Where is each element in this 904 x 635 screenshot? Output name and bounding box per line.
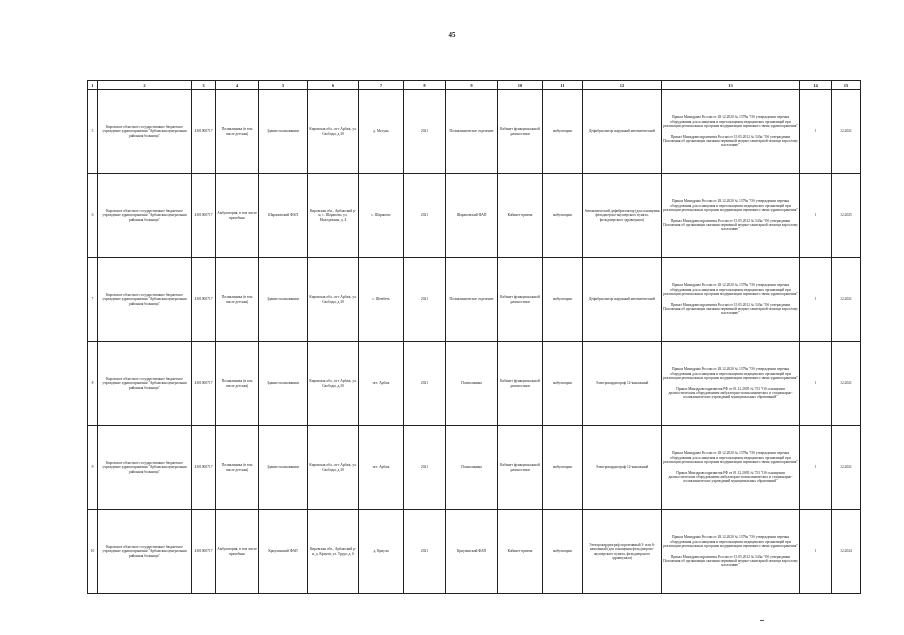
building-cell: Шараповский ФАП <box>259 174 308 258</box>
year-cell: 2021 <box>404 426 446 510</box>
locality-cell: д. Криули <box>359 510 404 594</box>
locality-cell: пгт. Арбаж <box>359 426 404 510</box>
column-header: 15 <box>832 81 861 90</box>
room-cell: Кабинет функциональной диагностики <box>498 426 543 510</box>
building-cell: Здание поликлиники <box>259 258 308 342</box>
unit-cell: Поликлиника (в том числе детская) <box>216 426 259 510</box>
address-cell: Кировская обл., Арбажский р-н, с. Шарапово, ул. Молодежная, д. 4 <box>308 174 359 258</box>
code-cell: 4301000717 <box>192 510 216 594</box>
column-header: 8 <box>404 81 446 90</box>
unit-cell: Амбулатория, в том числе врачебная <box>216 174 259 258</box>
row-number-cell: 6 <box>88 174 98 258</box>
column-header: 11 <box>543 81 583 90</box>
unit-cell: Амбулатория, в том числе врачебная <box>216 510 259 594</box>
quantity-cell: 1 <box>800 90 832 174</box>
legal-basis-cell <box>662 342 800 426</box>
column-header: 13 <box>662 81 800 90</box>
address-cell: Кировская обл., пгт Арбаж, ул. Свободы, д.30 <box>308 426 359 510</box>
legal-basis-cell <box>662 258 800 342</box>
legal-basis-secondary: Приказ Минздравсоцразвития РФ от 01.12.2005 № 753 "Об оснащении диагностическим оборудованием амбулаторно-поликлинических и стационарно-поликлинических учреждений муниципальных образований" <box>668 470 793 484</box>
subdivision-cell: Поликлиника <box>446 342 498 426</box>
locality-cell: с. Шембеть <box>359 258 404 342</box>
subdivision-cell: Поликлиника <box>446 426 498 510</box>
column-header: 9 <box>446 81 498 90</box>
legal-basis-cell <box>662 426 800 510</box>
unit-cell: Поликлиника (в том числе детская) <box>216 342 259 426</box>
organization-cell: Кировское областное государственное бюджетное учреждение здравоохранения "Арбажская центральная районная больница" <box>98 258 192 342</box>
organization-cell: Кировское областное государственное бюджетное учреждение здравоохранения "Арбажская центральная районная больница" <box>98 510 192 594</box>
care-type-cell: амбулаторно <box>543 258 583 342</box>
care-type-cell: амбулаторно <box>543 426 583 510</box>
address-cell: Кировская обл., Арбажский р-н, д. Криули, ул. Труда, д. 6 <box>308 510 359 594</box>
care-type-cell: амбулаторно <box>543 342 583 426</box>
care-type-cell: амбулаторно <box>543 90 583 174</box>
code-cell: 4301000717 <box>192 174 216 258</box>
legal-basis-primary: Приказ Минздрава России от 28.12.2020 № 1379н "Об утверждении перечня оборудования для оснащения и переоснащения медицинских организаций при реализации региональных программ модернизации первичного звена здравоохранения" <box>663 367 798 381</box>
equipment-cell: Автоматический дефибриллятор (для оснащения фельдшерско-акушерского пункта, фельдшерского здравпункта) <box>583 174 662 258</box>
year-cell: 2021 <box>404 342 446 426</box>
code-cell: 4301000717 <box>192 342 216 426</box>
equipment-cell: Электрокардиограф портативный 3- или 6-канальный (для оснащения фельдшерско-акушерского пункта, фельдшерского здравпункта) <box>583 510 662 594</box>
year-cell: 2021 <box>404 174 446 258</box>
legal-basis-primary: Приказ Минздрава России от 28.12.2020 № 1379н "Об утверждении перечня оборудования для оснащения и переоснащения медицинских организаций при реализации региональных программ модернизации первичного звена здравоохранения" <box>663 283 798 297</box>
legal-basis-secondary: Приказ Минздравсоцразвития России от 15.05.2012 № 543н "Об утверждении Положения об организации оказания первичной медико-санитарной помощи взрослому населению" <box>663 302 798 316</box>
subdivision-cell: Криулинский ФАП <box>446 510 498 594</box>
building-cell: Криулинский ФАП <box>259 510 308 594</box>
subdivision-cell: Шараповский ФАП <box>446 174 498 258</box>
code-cell: 4301000717 <box>192 90 216 174</box>
year-cell: 2021 <box>404 258 446 342</box>
column-header: 2 <box>98 81 192 90</box>
column-header: 4 <box>216 81 259 90</box>
row-number-cell: 10 <box>88 510 98 594</box>
table-row <box>88 174 861 258</box>
organization-cell: Кировское областное государственное бюджетное учреждение здравоохранения "Арбажская центральная районная больница" <box>98 174 192 258</box>
legal-basis-primary: Приказ Минздрава России от 28.12.2020 № 1379н "Об утверждении перечня оборудования для оснащения и переоснащения медицинских организаций при реализации региональных программ модернизации первичного звена здравоохранения" <box>663 115 798 129</box>
date-cell: 12.2021 <box>832 90 861 174</box>
header-row <box>88 81 861 90</box>
equipment-cell: Дефибриллятор наружный автоматический <box>583 90 662 174</box>
legal-basis-secondary: Приказ Минздравсоцразвития России от 15.05.2012 № 543н "Об утверждении Положения об организации оказания первичной медико-санитарной помощи взрослому населению" <box>663 134 798 148</box>
column-header: 3 <box>192 81 216 90</box>
row-number-cell: 5 <box>88 90 98 174</box>
column-header: 7 <box>359 81 404 90</box>
room-cell: Кабинет приема <box>498 174 543 258</box>
equipment-cell: Дефибриллятор наружный автоматический <box>583 258 662 342</box>
unit-cell: Поликлиника (в том числе детская) <box>216 90 259 174</box>
equipment-table <box>87 80 861 594</box>
locality-cell: пгт. Арбаж <box>359 342 404 426</box>
year-cell: 2021 <box>404 510 446 594</box>
equipment-cell: Электрокардиограф 12-канальный <box>583 426 662 510</box>
column-header: 10 <box>498 81 543 90</box>
quantity-cell: 1 <box>800 174 832 258</box>
scan-mark <box>760 620 764 621</box>
quantity-cell: 1 <box>800 342 832 426</box>
page-number: 45 <box>448 31 456 39</box>
care-type-cell: амбулаторно <box>543 174 583 258</box>
quantity-cell: 1 <box>800 258 832 342</box>
table-row <box>88 342 861 426</box>
care-type-cell: амбулаторно <box>543 510 583 594</box>
column-header: 14 <box>800 81 832 90</box>
code-cell: 4301000717 <box>192 258 216 342</box>
quantity-cell: 1 <box>800 510 832 594</box>
organization-cell: Кировское областное государственное бюджетное учреждение здравоохранения "Арбажская центральная районная больница" <box>98 342 192 426</box>
room-cell: Кабинет приема <box>498 510 543 594</box>
table-row <box>88 90 861 174</box>
room-cell: Кабинет функциональной диагностики <box>498 90 543 174</box>
room-cell: Кабинет функциональной диагностики <box>498 258 543 342</box>
row-number-cell: 8 <box>88 342 98 426</box>
column-header: 1 <box>88 81 98 90</box>
legal-basis-secondary: Приказ Минздравсоцразвития России от 15.05.2012 № 543н "Об утверждении Положения об организации оказания первичной медико-санитарной помощи взрослому населению" <box>663 554 798 568</box>
legal-basis-secondary: Приказ Минздравсоцразвития РФ от 01.12.2005 № 753 "Об оснащении диагностическим оборудованием амбулаторно-поликлинических и стационарно-поликлинических учреждений муниципальных образований" <box>668 386 793 400</box>
equipment-cell: Электрокардиограф 12-канальный <box>583 342 662 426</box>
column-header: 5 <box>259 81 308 90</box>
legal-basis-secondary: Приказ Минздравсоцразвития России от 15.05.2012 № 543н "Об утверждении Положения об организации оказания первичной медико-санитарной помощи взрослому населению" <box>663 218 798 232</box>
subdivision-cell: Поликлиническое отделение <box>446 258 498 342</box>
address-cell: Кировская обл., пгт Арбаж, ул. Свободы, д.30 <box>308 258 359 342</box>
legal-basis-cell <box>662 510 800 594</box>
locality-cell: с. Шарапово <box>359 174 404 258</box>
code-cell: 4301000717 <box>192 426 216 510</box>
address-cell: Кировская обл., пгт Арбаж, ул. Свободы, д.30 <box>308 342 359 426</box>
table-row <box>88 258 861 342</box>
unit-cell: Поликлиника (в том числе детская) <box>216 258 259 342</box>
column-header: 6 <box>308 81 359 90</box>
quantity-cell: 1 <box>800 426 832 510</box>
subdivision-cell: Поликлиническое отделение <box>446 90 498 174</box>
column-header: 12 <box>583 81 662 90</box>
legal-basis-cell <box>662 174 800 258</box>
address-cell: Кировская обл., пгт Арбаж, ул. Свободы, д.30 <box>308 90 359 174</box>
row-number-cell: 7 <box>88 258 98 342</box>
row-number-cell: 9 <box>88 426 98 510</box>
year-cell: 2021 <box>404 90 446 174</box>
table-row <box>88 426 861 510</box>
date-cell: 12.2021 <box>832 426 861 510</box>
date-cell: 12.2021 <box>832 342 861 426</box>
locality-cell: д. Мосунь <box>359 90 404 174</box>
legal-basis-primary: Приказ Минздрава России от 28.12.2020 № 1379н "Об утверждении перечня оборудования для оснащения и переоснащения медицинских организаций при реализации региональных программ модернизации первичного звена здравоохранения" <box>663 535 798 549</box>
building-cell: Здание поликлиники <box>259 426 308 510</box>
legal-basis-cell <box>662 90 800 174</box>
building-cell: Здание поликлиники <box>259 90 308 174</box>
legal-basis-primary: Приказ Минздрава России от 28.12.2020 № 1379н "Об утверждении перечня оборудования для оснащения и переоснащения медицинских организаций при реализации региональных программ модернизации первичного звена здравоохранения" <box>663 451 798 465</box>
room-cell: Кабинет функциональной диагностики <box>498 342 543 426</box>
date-cell: 12.2024 <box>832 510 861 594</box>
building-cell: Здание поликлиники <box>259 342 308 426</box>
date-cell: 12.2021 <box>832 258 861 342</box>
date-cell: 12.2025 <box>832 174 861 258</box>
legal-basis-primary: Приказ Минздрава России от 28.12.2020 № 1379н "Об утверждении перечня оборудования для оснащения и переоснащения медицинских организаций при реализации региональных программ модернизации первичного звена здравоохранения" <box>663 199 798 213</box>
organization-cell: Кировское областное государственное бюджетное учреждение здравоохранения "Арбажская центральная районная больница" <box>98 426 192 510</box>
table-row <box>88 510 861 594</box>
organization-cell: Кировское областное государственное бюджетное учреждение здравоохранения "Арбажская центральная районная больница" <box>98 90 192 174</box>
